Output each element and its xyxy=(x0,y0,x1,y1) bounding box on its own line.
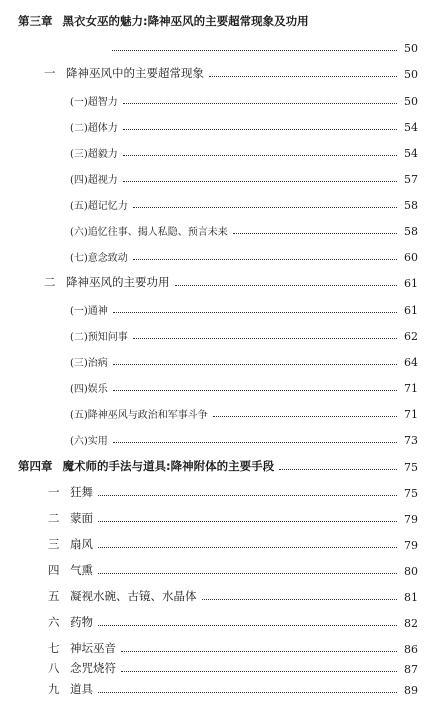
page-number: 80 xyxy=(404,565,418,578)
page-number: 60 xyxy=(404,251,418,264)
page-number: 54 xyxy=(404,147,418,160)
subsection-entry xyxy=(70,117,418,134)
section-title: 狂舞 xyxy=(70,485,93,499)
section-entry xyxy=(48,535,418,552)
section-title: 降神巫风中的主要超常现象 xyxy=(66,66,204,80)
subsection-title: (七)意念致动 xyxy=(70,253,128,264)
page-number: 58 xyxy=(404,199,418,212)
subsection-entry xyxy=(70,169,418,186)
subsection-title: (二)超体力 xyxy=(70,123,118,134)
subsection-title: (四)娱乐 xyxy=(70,384,108,395)
dot-leader xyxy=(98,573,397,574)
dot-leader xyxy=(113,390,397,391)
chapter-page-line xyxy=(112,38,418,55)
section-title: 道具 xyxy=(70,682,93,696)
dot-leader xyxy=(213,416,397,417)
page-number: 61 xyxy=(404,304,418,317)
subsection-title: (二)预知问事 xyxy=(70,332,128,343)
page-number: 50 xyxy=(404,68,418,81)
subsection-entry xyxy=(70,143,418,160)
page-number: 79 xyxy=(404,513,418,526)
page-number: 61 xyxy=(404,277,418,290)
section-entry xyxy=(48,659,418,676)
dot-leader xyxy=(123,155,397,156)
section-entry xyxy=(48,587,418,604)
dot-leader xyxy=(133,207,397,208)
dot-leader xyxy=(209,76,397,77)
page-number: 50 xyxy=(404,95,418,108)
chapter-label: 第四章 xyxy=(18,459,53,473)
section-title: 降神巫风的主要功用 xyxy=(66,275,170,289)
page-number: 71 xyxy=(404,382,418,395)
section-number: 六 xyxy=(48,615,60,629)
dot-leader xyxy=(123,129,397,130)
dot-leader xyxy=(98,495,397,496)
section-title: 气熏 xyxy=(70,563,93,577)
section-title: 扇风 xyxy=(70,537,93,551)
subsection-entry xyxy=(70,300,418,317)
page-number: 54 xyxy=(404,121,418,134)
dot-leader xyxy=(123,181,397,182)
page-number: 73 xyxy=(404,434,418,447)
section-number: 五 xyxy=(48,589,60,603)
section-number: 一 xyxy=(44,66,56,80)
subsection-title: (一)通神 xyxy=(70,306,108,317)
page-number: 50 xyxy=(404,42,418,55)
subsection-entry xyxy=(70,430,418,447)
subsection-title: (四)超视力 xyxy=(70,175,118,186)
dot-leader xyxy=(121,651,397,652)
subsection-title: (六)追忆往事、揭人私隐、预言未来 xyxy=(70,227,228,238)
page-number: 64 xyxy=(404,356,418,369)
section-title: 凝视水碗、古镜、水晶体 xyxy=(70,589,197,603)
dot-leader xyxy=(121,671,397,672)
subsection-title: (五)超记忆力 xyxy=(70,201,128,212)
subsection-entry xyxy=(70,378,418,395)
page-number: 71 xyxy=(404,408,418,421)
subsection-entry xyxy=(70,195,418,212)
section-number: 八 xyxy=(48,661,60,675)
dot-leader xyxy=(113,312,397,313)
subsection-entry xyxy=(70,326,418,343)
subsection-title: (五)降神巫风与政治和军事斗争 xyxy=(70,410,208,421)
page-number: 62 xyxy=(404,330,418,343)
dot-leader xyxy=(113,364,397,365)
dot-leader xyxy=(233,233,397,234)
dot-leader xyxy=(133,259,397,260)
page-number: 79 xyxy=(404,539,418,552)
section-number: 七 xyxy=(48,641,60,655)
dot-leader xyxy=(112,50,397,51)
dot-leader xyxy=(113,442,397,443)
dot-leader xyxy=(98,521,397,522)
section-number: 二 xyxy=(44,275,56,289)
subsection-entry xyxy=(70,91,418,108)
dot-leader xyxy=(175,285,398,286)
dot-leader xyxy=(98,547,397,548)
section-entry xyxy=(48,561,418,578)
page-number: 57 xyxy=(404,173,418,186)
dot-leader xyxy=(279,469,397,470)
section-number: 三 xyxy=(48,537,60,551)
section-title: 念咒烧符 xyxy=(70,661,116,675)
dot-leader xyxy=(98,692,397,693)
dot-leader xyxy=(123,103,397,104)
dot-leader xyxy=(133,338,397,339)
chapter-heading xyxy=(18,12,418,29)
chapter-title: 魔术师的手法与道具:降神附体的主要手段 xyxy=(62,459,275,473)
subsection-title: (三)超毅力 xyxy=(70,149,118,160)
page-number: 89 xyxy=(404,684,418,697)
page-number: 58 xyxy=(404,225,418,238)
subsection-title: (三)治病 xyxy=(70,358,108,369)
section-entry xyxy=(48,639,418,656)
dot-leader xyxy=(98,625,397,626)
section-title: 蒙面 xyxy=(70,511,93,525)
dot-leader xyxy=(202,599,398,600)
section-title: 神坛巫音 xyxy=(70,641,116,655)
subsection-entry xyxy=(70,352,418,369)
subsection-title: (一)超智力 xyxy=(70,97,118,108)
section-entry xyxy=(44,273,418,290)
section-entry xyxy=(48,613,418,630)
section-number: 四 xyxy=(48,563,60,577)
section-number: 一 xyxy=(48,485,60,499)
section-number: 二 xyxy=(48,511,60,525)
section-number: 九 xyxy=(48,682,60,696)
chapter-label: 第三章 xyxy=(18,14,53,28)
chapter-title: 黑衣女巫的魅力:降神巫风的主要超常现象及功用 xyxy=(62,14,309,28)
section-entry xyxy=(48,680,418,697)
section-entry xyxy=(48,509,418,526)
subsection-entry xyxy=(70,221,418,238)
subsection-entry xyxy=(70,404,418,421)
section-title: 药物 xyxy=(70,615,93,629)
page-number: 82 xyxy=(404,617,418,630)
chapter-heading xyxy=(18,457,418,474)
page-number: 86 xyxy=(404,643,418,656)
subsection-entry xyxy=(70,247,418,264)
page-number: 75 xyxy=(404,487,418,500)
page-number: 75 xyxy=(404,461,418,474)
page-number: 81 xyxy=(404,591,418,604)
subsection-title: (六)实用 xyxy=(70,436,108,447)
section-entry xyxy=(48,483,418,500)
section-entry xyxy=(44,64,418,81)
page-number: 87 xyxy=(404,663,418,676)
